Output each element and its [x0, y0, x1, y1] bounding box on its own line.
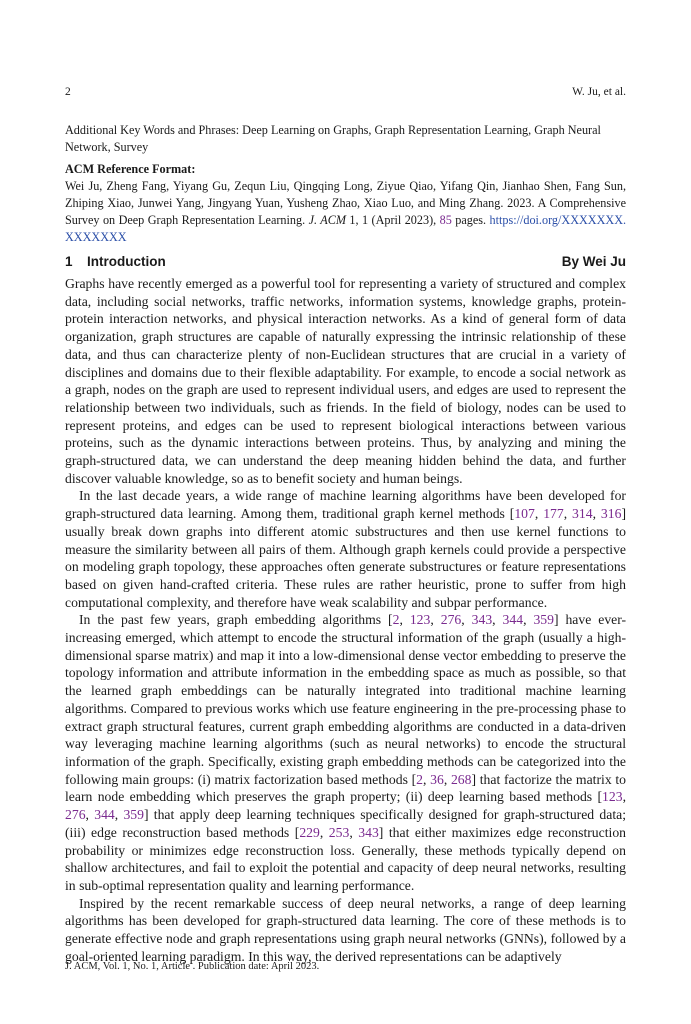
- citation-link[interactable]: 229: [299, 824, 320, 840]
- paragraph-4: Inspired by the recent remarkable success of deep neural networks, a range of deep learning algorithms has been developed for graph-structured data learning. The core of these methods is to generate effective node and graph representations using graph neural networks (GNNs), followed by a goal-oriented learning paradigm. In this way, the derived representations can be adaptively: [65, 895, 626, 964]
- citation-link[interactable]: 359: [533, 612, 554, 628]
- body-text: [65, 275, 626, 965]
- section-number: 1: [65, 254, 73, 269]
- paragraph-1: Graphs have recently emerged as a powerful tool for representing a variety of structured and complex data, including social networks, traffic networks, information systems, knowledge graphs, protein-protein interaction networks, and physical interaction networks. As a kind of general form of data organization, graph structures are capable of naturally expressing the intrinsic relationship of these data, and thus can characterize plenty of non-Euclidean structures that are crucial in a variety of disciplines and domains due to their flexible adaptability. For example, to encode a social network as a graph, nodes on the graph are used to represent individual users, and edges are used to represent the relationship between two individuals, such as friends. In the field of biology, nodes can be used to represent proteins, and edges can be used to represent biological interactions between various proteins, such as the dynamic interactions between proteins. Thus, by analyzing and mining the graph-structured data, we can understand the deep meaning hidden behind the data, and further discover valuable knowledge, so as to benefit society and human beings.: [65, 276, 626, 486]
- citation-link[interactable]: 343: [358, 824, 379, 840]
- citation-link[interactable]: 36: [430, 771, 444, 787]
- citation-link[interactable]: 253: [328, 824, 350, 840]
- reference-journal: J. ACM: [308, 213, 346, 227]
- text-run: ] that apply deep learning techniques specifically designed for graph-structured data; (iii) edge reconstruction based methods [: [65, 807, 627, 840]
- paragraph-2: [65, 487, 626, 611]
- reference-authors: Wei Ju, Zheng Fang, Yiyang Gu, Zequn Liu, Qingqing Long, Ziyue Qiao, Yifang Qin, Jianhao Shen, Fang Sun, Zhiping Xiao, Junwei Yang, Jingyang Yuan, Yusheng Zhao, Xiao Luo, and Ming Zhang. 2023. A Comprehensive Survey on Deep Graph Representation Learning.: [65, 179, 626, 227]
- citation-group: 229, 253, 343: [299, 824, 379, 840]
- citation-link[interactable]: 177: [543, 506, 564, 522]
- text-run: ] usually break down graphs into different atomic substructures and then use kernel functions to measure the similarity between all pairs of them. Although graph kernels could provide a perspective on modeling graph topology, these approaches often generate substructures or feature representations based on given hand-crafted criteria. These rules are rather heuristic, prone to suffer from high computational complexity, and therefore have weak scalability and subpar performance.: [65, 506, 626, 610]
- citation-link[interactable]: 2: [416, 771, 423, 787]
- citation-link[interactable]: 123: [409, 612, 431, 628]
- running-authors: W. Ju, et al.: [572, 86, 626, 98]
- citation-link[interactable]: 276: [440, 612, 462, 628]
- text-run: ] that either maximizes edge reconstruction probability or minimizes edge reconstruction loss. Generally, these methods typically depend on shallow architectures, and fail to exploit the potential and capacity of deep neural networks, resulting in sub-optimal representation quality and learning performance.: [65, 824, 627, 893]
- reference-format-body: [65, 178, 626, 246]
- paragraph-3: [65, 611, 626, 894]
- keywords: Additional Key Words and Phrases: Deep Learning on Graphs, Graph Representation Learning, Graph Neural Network, Survey: [65, 123, 601, 154]
- citation-group: 2, 36, 268: [416, 771, 472, 787]
- text-run: In the past few years, graph embedding algorithms [: [79, 612, 393, 628]
- citation-link[interactable]: 343: [471, 612, 493, 628]
- citation-link[interactable]: 344: [502, 612, 524, 628]
- page-number: 2: [65, 86, 71, 98]
- text-run: ] have ever-increasing emerged, which attempt to encode the structural information of the graph (usually a high-dimensional sparse matrix) and map it into a low-dimensional dense vector embedding to preserve the topology information and attribute information in the embedding space as much as possible, so that the learned graph embeddings can be naturally integrated into traditional machine learning algorithms. Compared to previous works which use feature engineering in the pre-processing phase to extract graph structural features, current graph embedding algorithms are conducted in a data-driven way leveraging machine learning algorithms (such as neural networks) to encode the structural information of the graph. Specifically, existing graph embedding methods can be categorized into the following main groups: (i) matrix factorization based methods [: [65, 612, 627, 787]
- section-title: Introduction: [87, 254, 166, 269]
- citation-link[interactable]: 316: [600, 506, 622, 522]
- reference-pages-link[interactable]: 85: [439, 213, 452, 227]
- citation-link[interactable]: 359: [123, 807, 144, 823]
- text-run: In the last decade years, a wide range of machine learning algorithms have been developed for graph-structured data learning. Among them, traditional graph kernel methods [: [65, 488, 626, 522]
- citation-link[interactable]: 268: [450, 771, 472, 787]
- page-footer: J. ACM, Vol. 1, No. 1, Article . Publication date: April 2023.: [65, 961, 320, 972]
- citation-group: 107, 177, 314, 316: [514, 506, 622, 522]
- citation-link[interactable]: 107: [514, 506, 535, 522]
- citation-link[interactable]: 2: [392, 612, 400, 628]
- section-byline: By Wei Ju: [561, 254, 626, 269]
- reference-pages-text: pages.: [455, 213, 487, 227]
- reference-volume: 1, 1 (April 2023),: [349, 213, 437, 227]
- reference-format: [65, 161, 626, 246]
- citation-group: 2, 123, 276, 343, 344, 359: [392, 612, 554, 628]
- reference-format-title: ACM Reference Format:: [65, 162, 196, 176]
- citation-link[interactable]: 314: [572, 506, 593, 522]
- text-run: ] that factorize the matrix to learn node embedding which preserves the graph property; (ii) deep learning based methods [: [65, 771, 627, 805]
- doi-link[interactable]: https://doi.org/XXXXXXX.XXXXXXX: [65, 213, 627, 244]
- citation-group: 123, 276, 344, 359: [65, 789, 626, 823]
- section-heading: [65, 254, 626, 272]
- citation-link[interactable]: 276: [65, 807, 86, 823]
- citation-link[interactable]: 123: [602, 789, 623, 805]
- citation-link[interactable]: 344: [94, 807, 115, 823]
